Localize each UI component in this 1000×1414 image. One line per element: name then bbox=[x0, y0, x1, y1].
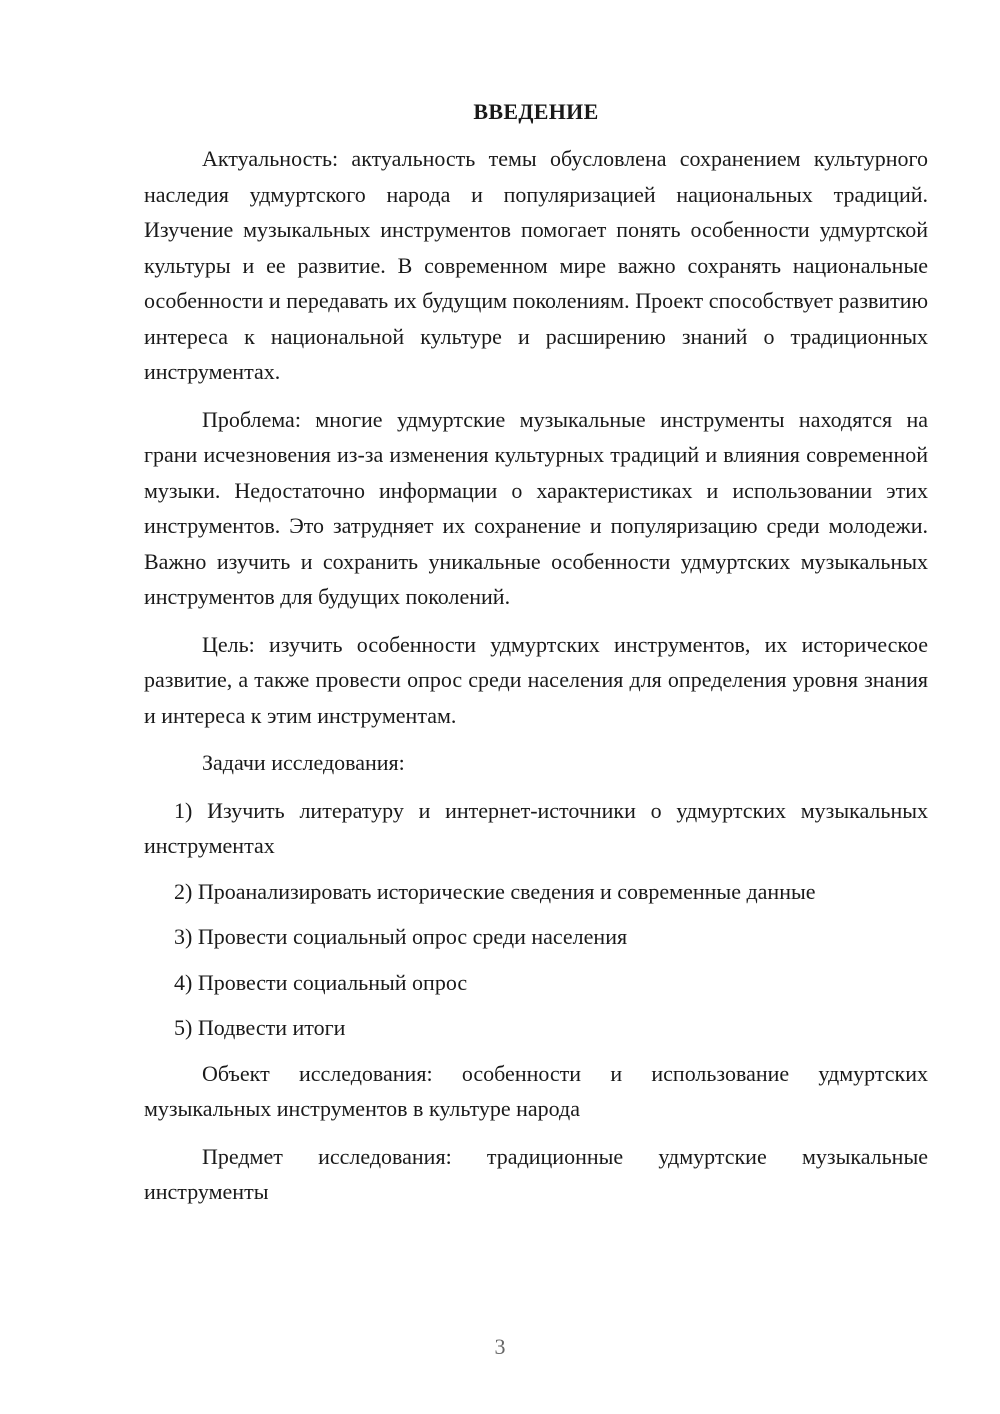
goal-paragraph: Цель: изучить особенности удмуртских инструментов, их историческое развитие, а также провести опрос среди населения для определения уровня знания и интереса к этим инструментам. bbox=[144, 631, 928, 728]
tasks-heading: Задачи исследования: bbox=[202, 750, 405, 775]
tasks-list bbox=[144, 793, 928, 1046]
task-item-2: 2) Проанализировать исторические сведения и современные данные bbox=[174, 878, 816, 904]
page-number: 3 bbox=[494, 1334, 506, 1359]
task-item-3: 3) Провести социальный опрос среди населения bbox=[174, 924, 628, 949]
section-title: ВВЕДЕНИЕ bbox=[473, 99, 599, 124]
subject-paragraph: Предмет исследования: традиционные удмуртские музыкальные инструменты bbox=[144, 1143, 928, 1204]
task-item-4: 4) Провести социальный опрос bbox=[174, 969, 468, 995]
task-item-5: 5) Подвести итоги bbox=[174, 1015, 346, 1040]
problem-paragraph: Проблема: многие удмуртские музыкальные инструменты находятся на грани исчезновения из-за изменения культурных традиций и влияния современной музыки. Недостаточно информации о характеристиках и использовании этих инструментов. Это затрудняет их сохранение и популяризацию среди молодежи. Важно изучить и сохранить уникальные особенности удмуртских музыкальных инструментов для будущих поколений. bbox=[144, 406, 928, 609]
relevance-paragraph: Актуальность: актуальность темы обусловлена сохранением культурного наследия удмуртского народа и популяризацией национальных традиций. Изучение музыкальных инструментов помогает понять особенности удмуртской культуры и ее развитие. В современном мире важно сохранять национальные особенности и передавать их будущим поколениям. Проект способствует развитию интереса к национальной культуре и расширению знаний о традиционных инструментах. bbox=[144, 146, 928, 384]
object-paragraph: Объект исследования: особенности и использование удмуртских музыкальных инструментов в культуре народа bbox=[144, 1060, 928, 1121]
task-item-1: 1) Изучить литературу и интернет-источники о удмуртских музыкальных инструментах bbox=[144, 797, 928, 858]
document-page bbox=[144, 94, 928, 1222]
